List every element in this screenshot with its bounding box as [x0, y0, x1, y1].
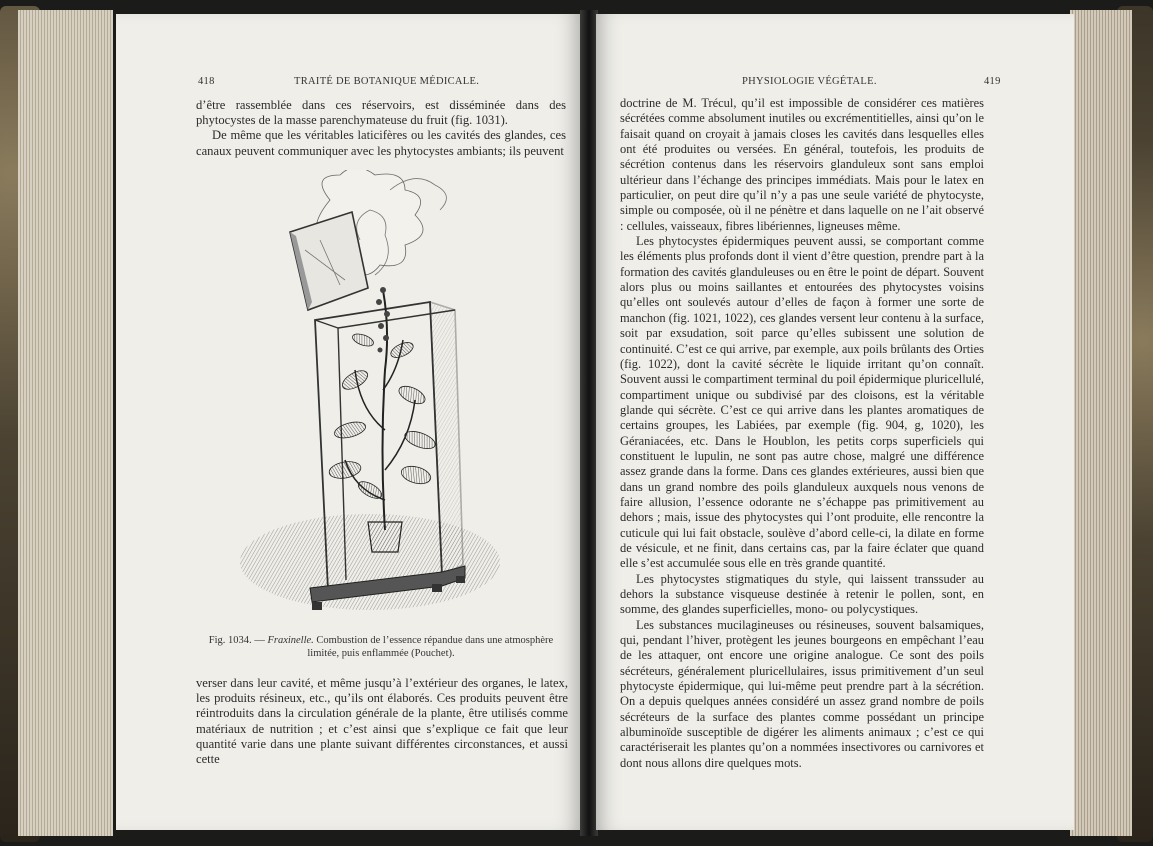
paragraph: d’être rassemblée dans ces réservoirs, est disséminée dans des phytocystes de la masse parenchymateuse du fruit (fig. 1031).: [196, 98, 566, 128]
caption-text: Combustion de l’essence répandue dans une atmosphère limitée, puis enflammée (Pouchet).: [307, 635, 554, 659]
paragraph: Les phytocystes épidermiques peuvent aussi, se comportant comme les éléments plus profonds dont il vient d’être question, prendre part à la formation des cavités glanduleuses ou en être le point de départ. Souvent alors plus ou moins saillantes et entourées des phytocystes voisins qu’elles ont soulevés autour d’elles de façon à former une sorte de manchon (fig. 1021, 1022), ces glandes versent leur contenu à la surface, soit par exsudation, soit parce qu’elles subissent une solution de continuité. C’est ce qui arrive, par exemple, aux poils brûlants des Orties (fig. 1022), dont la cavité sécrète le liquide irritant qu’on connaît. Souvent aussi le compartiment terminal du poil épidermique pluricellulé, compartiment unique ou subdivisé par des cloisons, est la véritable glande qui sécrète. C’est ce qui arrive dans les plantes aromatiques de certains groupes, les Labiées, par exemple (fig. 904, g, 1020), les Géraniacées, etc. Dans le Houblon, les petits corps superficiels qui constituent le lupulin, ne sont pas autre chose, malgré une différence assez grande dans la forme. Dans ces glandes extérieures, aussi bien que dans un grand nombre des poils glanduleux auxquels nous venons de faire allusion, l’essence odorante ne s’échappe pas primitivement au dehors ; mais, issue des phytocystes qui l’ont produite, elle rencontre la cuticule qui lui fait obstacle, soulève d’abord celle-ci, la dilate en forme de vésicule, et ne finit, dans certains cas, par la faire éclater que quand elle s’est accumulée sous elle en très grande quantité.: [620, 234, 984, 571]
paragraph: Les phytocystes stigmatiques du style, qui laissent transsuder au dehors la substance visqueuse destinée à retenir le pollen, sont, en somme, des glandes superficielles, mono- ou polycystiques.: [620, 571, 984, 617]
paragraph: Les substances mucilagineuses ou résineuses, souvent balsamiques, qui, pendant l’hiver, protègent les jeunes bourgeons en empêchant l’eau de les attaquer, ont encore une origine analogue. Ce sont des poils sécréteurs, généralement pluricellulaires, issus primitivement d’un seul phytocyste épidermique, qui lui-même peut prendre part à la sécrétion. On a depuis quelques années considéré un assez grand nombre de poils sécréteurs de la surface des plantes comme possédant un principe albuminoïde susceptible de digérer les aliments animaux ; c’est ce qui caractériserait les plantes qu’on a nommées insectivores ou carnivores et dont nous allons dire quelques mots.: [620, 617, 984, 770]
caption-label: Fig. 1034.: [208, 635, 252, 646]
page-edges-right: [1070, 10, 1132, 836]
paragraph: doctrine de M. Trécul, qu’il est impossible de considérer ces matières sécrétées comme absolument inutiles ou excrémentitielles, ainsi qu’on le faisait quand on croyait à jamais closes les cavités dans lesquelles elles ont été produites ou versées. En général, toutefois, les produits de sécrétion contenus dans les réservoirs glanduleux sont sans emploi ultérieur dans l’échange des principes immédiats. Mais pour le latex en particulier, on peut dire qu’il n’y a pas une seule variété de phytocyste, simple ou composée, où il ne pénètre et dans laquelle on ne l’ait observé : cellules, vaisseaux, fibres libériennes, ligneuses même.: [620, 96, 984, 233]
fraxinella-engraving: [180, 170, 500, 625]
caption-name: Fraxinelle.: [267, 635, 314, 646]
page-edges-left: [18, 10, 113, 836]
paragraph: verser dans leur cavité, et même jusqu’à l’extérieur des organes, le latex, les produits résineux, etc., qu’ils ont élaborés. Ces produits peuvent être réintroduits dans la circulation générale de la plante, être utilisés comme matériaux de nutrition ; et c’est ainsi que s’explique ce fait que leur quantité varie dans une plante suivant différentes circonstances, et aussi cette: [196, 676, 568, 767]
left-bottom-text: [196, 676, 568, 767]
right-running-head: PHYSIOLOGIE VÉGÉTALE.: [742, 76, 877, 87]
right-page-number: 419: [984, 76, 1001, 87]
right-page: [596, 14, 1074, 830]
left-running-head: TRAITÉ DE BOTANIQUE MÉDICALE.: [294, 76, 480, 87]
left-top-text: [196, 98, 566, 159]
right-text: [620, 96, 984, 771]
left-page-number: 418: [198, 76, 215, 87]
figure-caption: Fig. 1034. — Fraxinelle. Combustion de l’essence répandue dans une atmosphère limitée, puis enflammée (Pouchet).: [208, 635, 554, 659]
paragraph: De même que les véritables laticifères ou les cavités des glandes, ces canaux peuvent communiquer avec les phytocystes ambiants; ils peuvent: [196, 128, 566, 158]
